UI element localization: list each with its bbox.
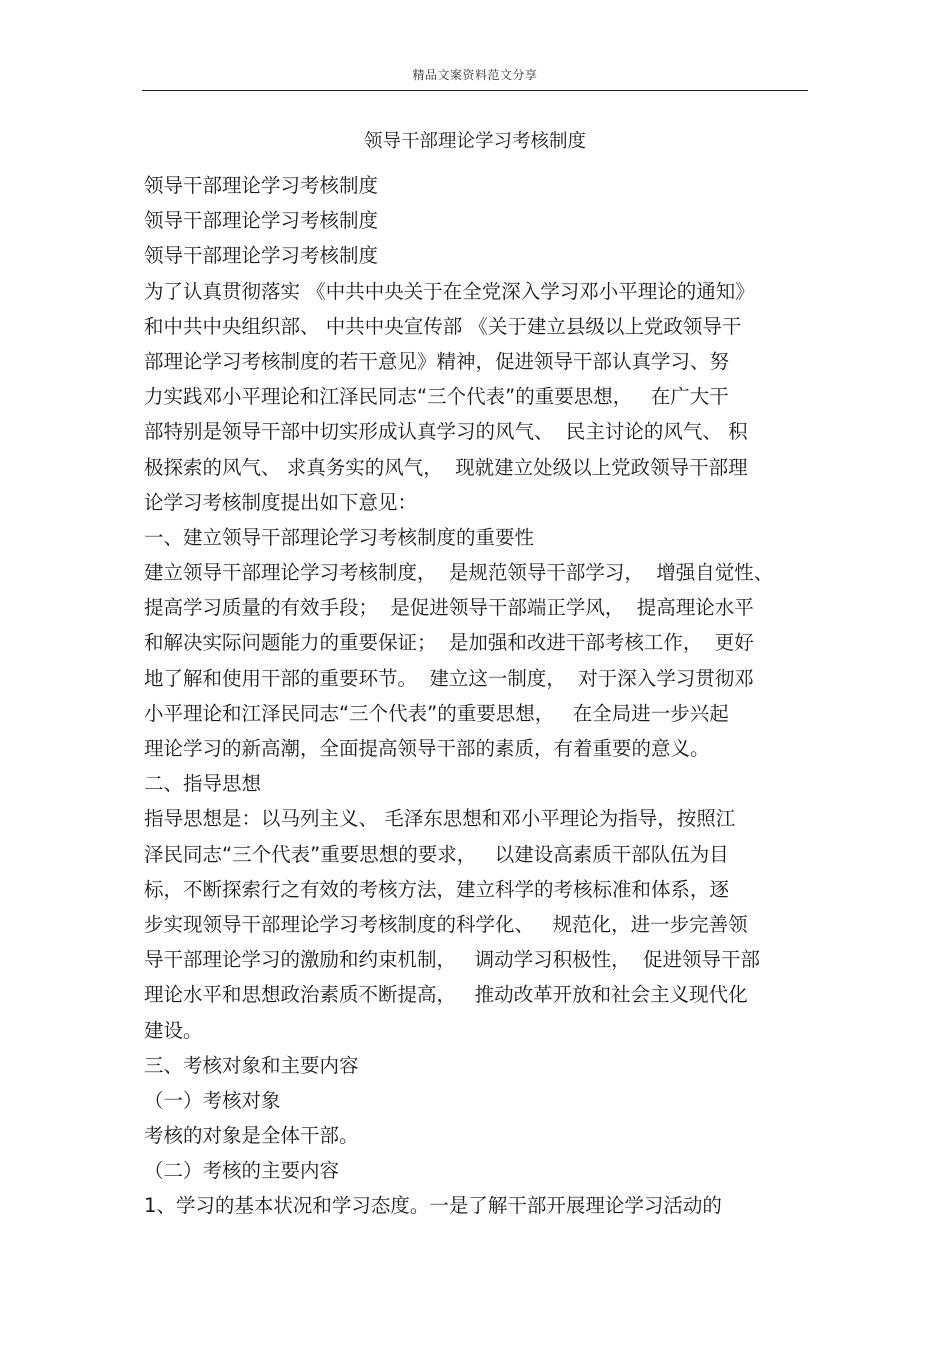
text-line: 建立领导干部理论学习考核制度， 是规范领导干部学习， 增强自觉性、 — [144, 561, 774, 585]
text-line: 极探索的风气、 求真务实的风气， 现就建立处级以上党政领导干部理 — [144, 455, 748, 479]
text-line: 小平理论和江泽民同志“三个代表”的重要思想， 在全局进一步兴起 — [144, 701, 729, 725]
text-line: 部理论学习考核制度的若干意见》精神，促进领导干部认真学习、努 — [144, 349, 730, 373]
text-line: 地了解和使用干部的重要环节。 建立这一制度， 对于深入学习贯彻邓 — [144, 666, 754, 690]
subsection-heading: （一）考核对象 — [144, 1088, 281, 1112]
text-line: 指导思想是：以马列主义、 毛泽东思想和邓小平理论为指导，按照江 — [144, 807, 736, 831]
text-line: 理论水平和思想政治素质不断提高， 推动改革开放和社会主义现代化 — [144, 983, 748, 1007]
text-line: 泽民同志“三个代表”重要思想的要求， 以建设高素质干部队伍为目 — [144, 842, 729, 866]
text-line: 导干部理论学习的激励和约束机制， 调动学习积极性， 促进领导干部 — [144, 948, 760, 972]
text-line: 步实现领导干部理论学习考核制度的科学化、 规范化，进一步完善领 — [144, 912, 748, 936]
section-heading: 一、建立领导干部理论学习考核制度的重要性 — [144, 525, 535, 549]
header-divider — [142, 90, 808, 91]
text-line: 考核的对象是全体干部。 — [144, 1124, 359, 1148]
text-line: 和中共中央组织部、 中共中央宣传部 《关于建立县级以上党政领导干 — [144, 314, 742, 338]
section-heading: 三、考核对象和主要内容 — [144, 1053, 359, 1077]
text-line: 论学习考核制度提出如下意见： — [144, 490, 418, 514]
document-title: 领导干部理论学习考核制度 — [363, 131, 586, 152]
text-line: 力实践邓小平理论和江泽民同志“三个代表”的重要思想， 在广大干 — [144, 385, 729, 409]
text-line: 1、学习的基本状况和学习态度。一是了解干部开展理论学习活动的 — [144, 1194, 722, 1218]
page-header: 精品文案资料范文分享 — [412, 68, 538, 82]
text-line: 领导干部理论学习考核制度 — [144, 174, 379, 197]
document-body — [144, 168, 810, 1224]
text-line: 理论学习的新高潮，全面提高领导干部的素质，有着重要的意义。 — [144, 737, 710, 760]
text-line: 标，不断探索行之有效的考核方法，建立科学的考核标准和体系，逐 — [144, 877, 730, 901]
text-line: 为了认真贯彻落实 《中共中央关于在全党深入学习邓小平理论的通知》 — [144, 279, 755, 303]
text-line: 领导干部理论学习考核制度 — [144, 244, 379, 268]
section-heading: 二、指导思想 — [144, 772, 262, 796]
text-line: 建设。 — [144, 1018, 203, 1042]
subsection-heading: （二）考核的主要内容 — [144, 1159, 340, 1183]
text-line: 领导干部理论学习考核制度 — [144, 209, 379, 233]
text-line: 和解决实际问题能力的重要保证； 是加强和改进干部考核工作， 更好 — [144, 631, 754, 655]
text-line: 部特别是领导干部中切实形成认真学习的风气、 民主讨论的风气、 积 — [144, 420, 748, 444]
text-line: 提高学习质量的有效手段； 是促进领导干部端正学风， 提高理论水平 — [144, 596, 754, 620]
